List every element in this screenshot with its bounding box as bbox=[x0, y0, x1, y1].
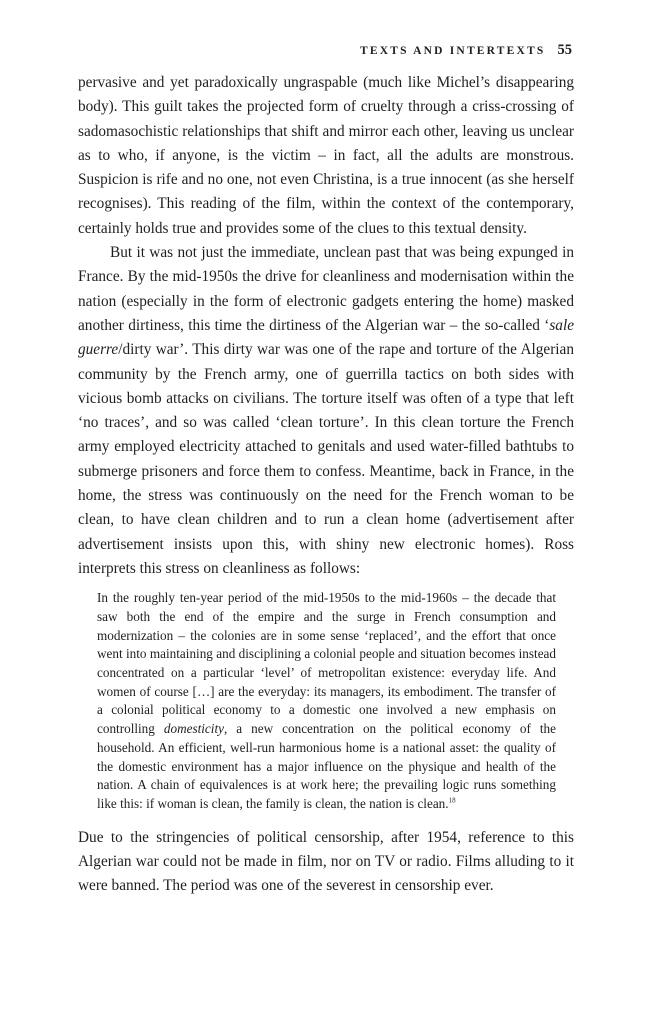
quote-text: In the roughly ten-year period of the mid-1950s to the mid-1960s – the decade that saw both the end of the empire and the surge in French consumption and modernization – the colonies are in some sense ‘replaced’, and the effort that once went into maintaining and disciplining a colonial people and situation becomes instead concentrated on a particular ‘level’ of metropolitan existence: everyday life. And women of course […] are the everyday: its managers, its embodiment. The transfer of a colonial political economy to a domestic one involved a new emphasis on controlling bbox=[97, 590, 556, 737]
paragraph-text: But it was not just the immediate, unclean past that was being expunged in France. By the mid-1950s the drive for cleanliness and modernisation within the nation (especially in the form of electronic gadgets entering the home) masked another dirtiness, this time the dirtiness of the Algerian war – the so-called ‘ bbox=[78, 244, 574, 334]
italic-term: sale guerre bbox=[78, 316, 574, 359]
paragraph-continued: pervasive and yet paradoxically ungraspable (much like Michel’s disappearing body). This guilt takes the projected form of cruelty through a criss-crossing of sadomasochistic relationships that shift and mirror each other, leaving us unclear as to who, if anyone, is the victim – in fact, all the adults are monstrous. Suspicion is rife and no one, not even Christina, is a true innocent (as she herself recognises). This reading of the film, within the context of the contemporary, certainly holds true and provides some of the clues to this textual density. bbox=[78, 74, 574, 237]
footnote-marker[interactable]: 18 bbox=[448, 796, 456, 805]
body-text bbox=[78, 71, 574, 899]
paragraph-text: /dirty war’. This dirty war was one of the rape and torture of the Algerian community by the French army, one of guerrilla tactics on both sides with vicious bomb attacks on civilians. The torture itself was often of a type that left ‘no traces’, and so was called ‘clean torture’. In this clean torture the French army employed electricity attached to genitals and used water-filled bathtubs to submerge prisoners and force them to confess. Meantime, back in France, in the home, the stress was continuously on the need for the French woman to be clean, to have clean children and to run a clean home (advertisement after advertisement insists upon this, with shiny new electronic homes). Ross interprets this stress on cleanliness as follows: bbox=[78, 341, 574, 577]
block-quotation bbox=[97, 589, 556, 813]
quote-text: , a new concentration on the political economy of the household. An efficient, well-run harmonious home is a national asset: the quality of the domestic environment has a major influence on the physique and health of the nation. A chain of equivalences is at work here; the prevailing logic runs something like this: if woman is clean, the family is clean, the nation is clean. bbox=[97, 721, 556, 811]
running-title: TEXTS AND INTERTEXTS bbox=[360, 45, 546, 57]
paragraph-censorship: Due to the stringencies of political censorship, after 1954, reference to this Algerian war could not be made in film, nor on TV or radio. Films alluding to it were banned. The period was one of the severest in censorship ever. bbox=[78, 828, 574, 895]
paragraph-dirty-war bbox=[78, 241, 574, 581]
running-head bbox=[360, 42, 572, 59]
italic-term: domesticity bbox=[163, 721, 224, 737]
page-number: 55 bbox=[557, 42, 572, 58]
